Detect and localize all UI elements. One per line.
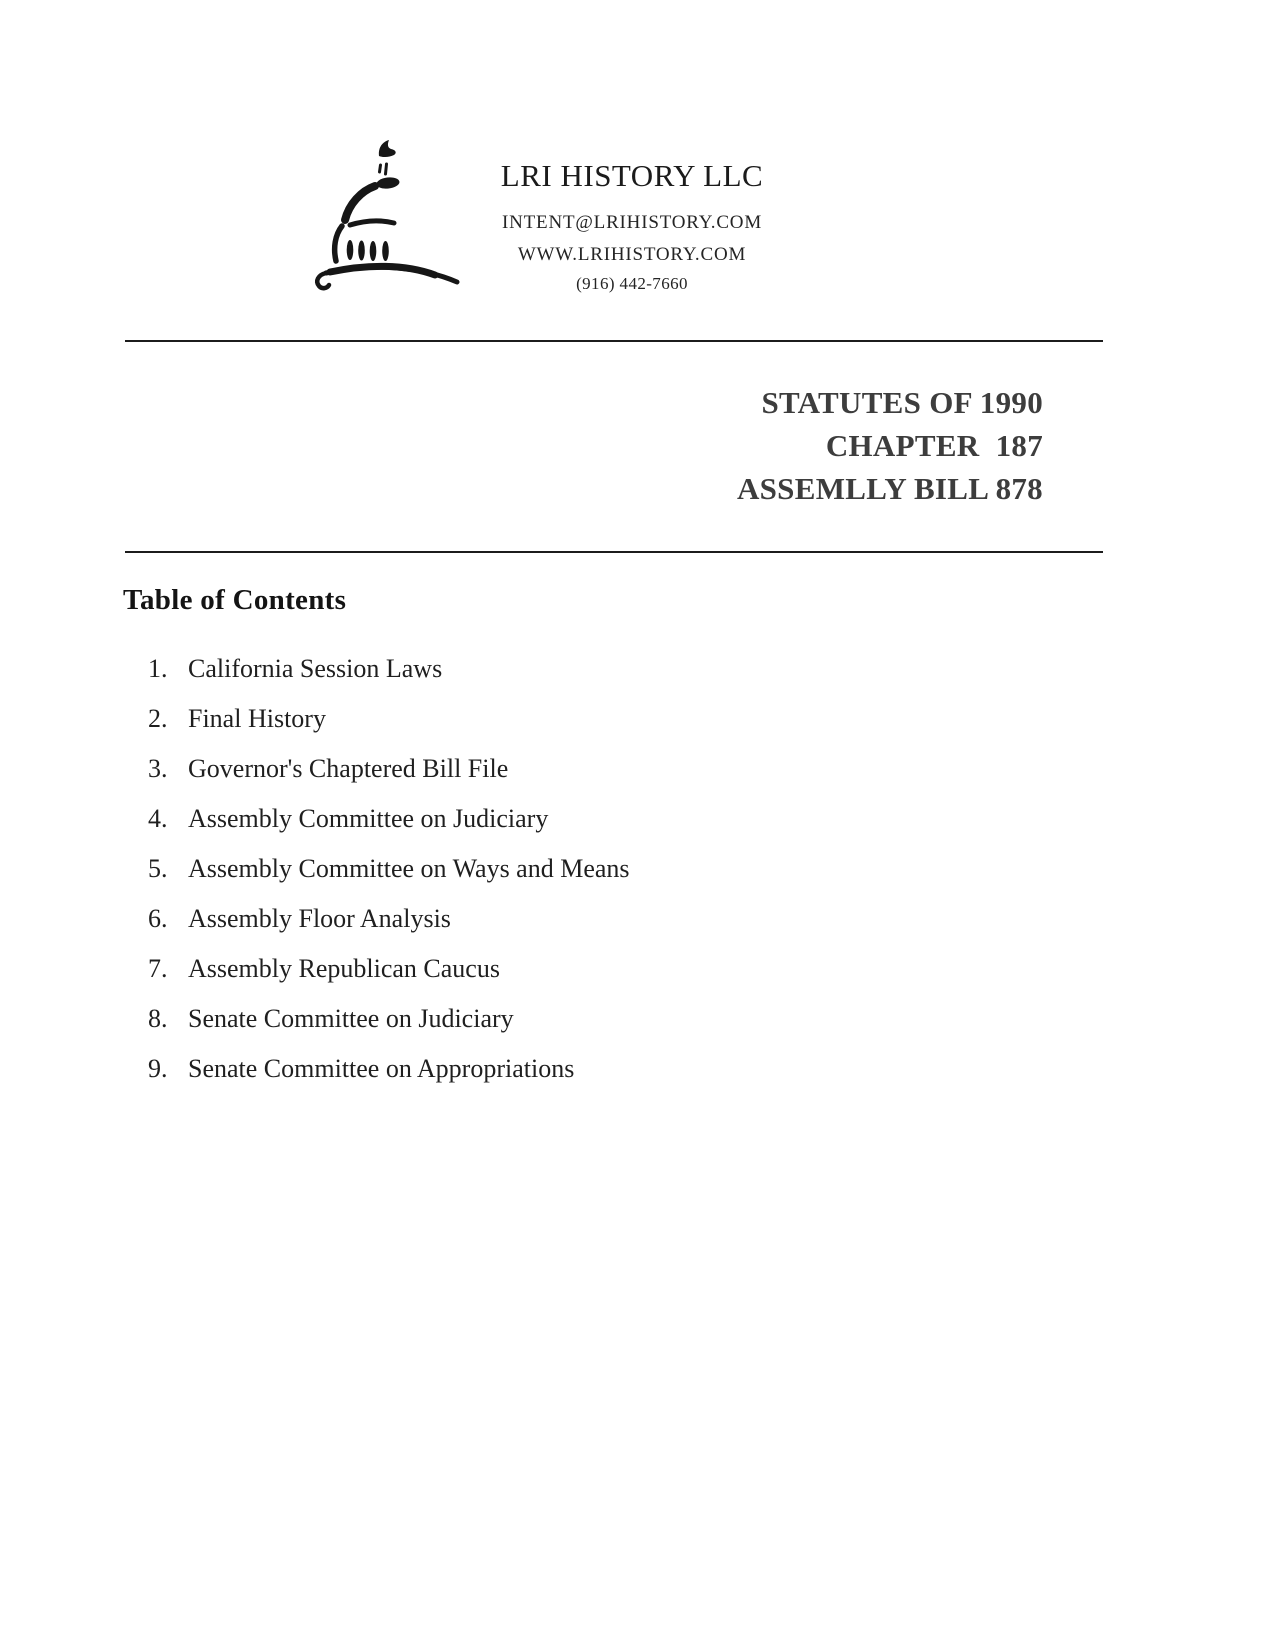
toc-item (148, 1003, 630, 1053)
toc-item-label: California Session Laws (188, 654, 443, 683)
toc-item-label: Senate Committee on Judiciary (188, 1004, 514, 1033)
email-address: INTENT@LRIHISTORY.COM (501, 212, 763, 233)
toc-item-label: Governor's Chaptered Bill File (188, 754, 509, 783)
document-title-block (737, 381, 1043, 510)
toc-item (148, 703, 630, 753)
toc-item-label: Final History (188, 704, 326, 733)
toc-item (148, 1053, 630, 1103)
toc-item (148, 853, 630, 903)
toc-item-number: 3. (148, 754, 168, 783)
toc-item (148, 653, 630, 703)
toc-item-number: 8. (148, 1004, 168, 1033)
horizontal-rule-bottom (125, 551, 1103, 553)
phone-number: (916) 442-7660 (576, 274, 688, 293)
toc-list (148, 653, 630, 1103)
toc-item-label: Assembly Committee on Ways and Means (188, 854, 630, 883)
toc-item-label: Assembly Republican Caucus (188, 954, 500, 983)
statutes-line: STATUTES OF 1990 (761, 385, 1043, 420)
toc-item-number: 6. (148, 904, 168, 933)
toc-item-number: 5. (148, 854, 168, 883)
toc-item-label: Senate Committee on Appropriations (188, 1054, 575, 1083)
toc-item-label: Assembly Floor Analysis (188, 904, 451, 933)
logo-flag-shape (379, 140, 396, 157)
toc-item-number: 9. (148, 1054, 168, 1083)
toc-item-number: 4. (148, 804, 168, 833)
bill-line: ASSEMLLY BILL 878 (736, 471, 1043, 506)
toc-item-number: 2. (148, 704, 168, 733)
toc-item (148, 753, 630, 803)
toc-heading: Table of Contents (123, 584, 347, 616)
horizontal-rule-top (125, 340, 1103, 342)
toc-item-number: 7. (148, 954, 168, 983)
toc-item-label: Assembly Committee on Judiciary (188, 804, 549, 833)
toc-item (148, 903, 630, 953)
toc-item-number: 1. (148, 654, 168, 683)
company-name: LRI HISTORY LLC (500, 158, 764, 193)
toc-item (148, 953, 630, 1003)
toc-item (148, 803, 630, 853)
chapter-line: CHAPTER 187 (825, 428, 1043, 463)
website-url: WWW.LRIHISTORY.COM (517, 244, 747, 265)
